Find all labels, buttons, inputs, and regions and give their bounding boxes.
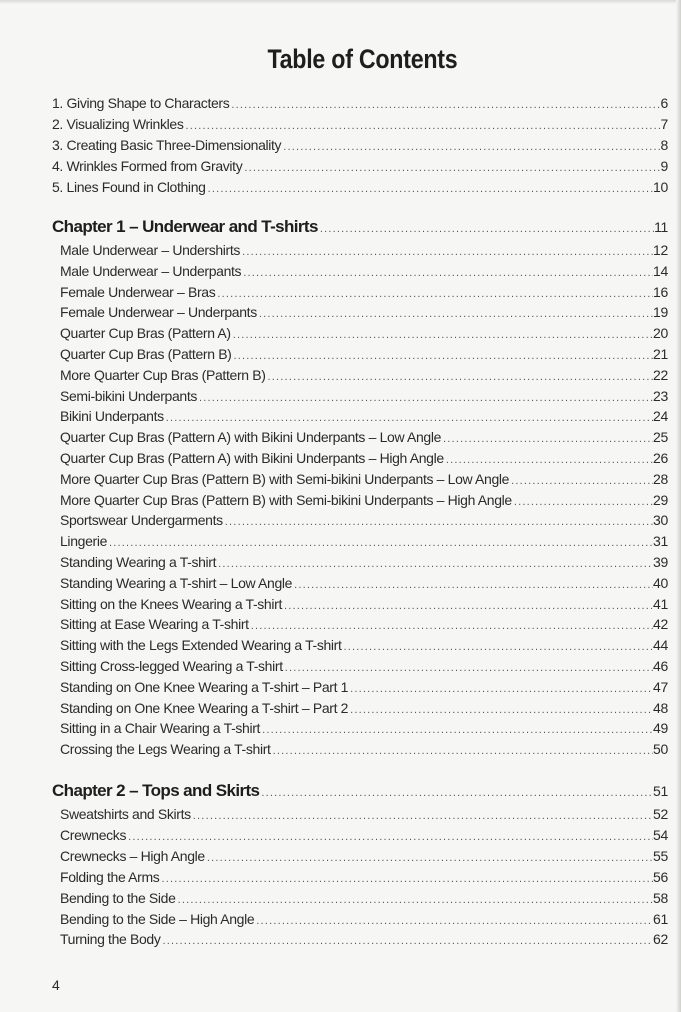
toc-page-number: 55 [653, 847, 668, 864]
toc-leader-dots [266, 371, 653, 383]
toc-page-number: 25 [653, 429, 668, 446]
toc-label: 1. Giving Shape to Characters [52, 95, 230, 111]
toc-label: Crossing the Legs Wearing a T-shirt [60, 741, 271, 758]
toc-label: Folding the Arms [60, 868, 160, 885]
toc-leader-dots [159, 873, 653, 885]
toc-label: Male Underwear – Undershirts [60, 242, 241, 258]
toc-page-number: 30 [653, 512, 668, 529]
toc-page-number: 23 [653, 387, 668, 404]
toc-entry [60, 512, 668, 532]
toc-page-number: 16 [653, 283, 668, 300]
toc-entry [60, 492, 668, 512]
toc-label: Sportswear Undergarments [60, 512, 223, 529]
toc-label: 5. Lines Found in Clothing [52, 178, 206, 195]
toc-label: Bending to the Side – High Angle [60, 910, 255, 927]
toc-label: Bending to the Side [60, 889, 176, 906]
toc-leader-dots [176, 894, 653, 906]
toc-leader-dots [229, 99, 660, 111]
toc-entry [60, 284, 668, 304]
toc-entry [60, 471, 668, 491]
toc-label: Sitting at Ease Wearing a T-shirt [60, 616, 249, 633]
toc-leader-dots [441, 433, 653, 445]
toc-leader-dots [161, 935, 654, 947]
toc-entry [60, 575, 668, 595]
toc-entry [60, 911, 668, 931]
toc-page-number: 40 [653, 574, 668, 591]
toc-label: Standing on One Knee Wearing a T-shirt – Part 1 [60, 678, 349, 695]
toc-page-number: 61 [653, 910, 668, 927]
toc-entry [60, 658, 668, 678]
toc-leader-dots [164, 412, 653, 424]
toc-page-number: 44 [653, 637, 668, 654]
toc-page-number: 24 [653, 408, 668, 425]
toc-label: Quarter Cup Bras (Pattern A) with Bikini Underpants – Low Angle [60, 429, 442, 446]
toc-leader-dots [342, 641, 654, 653]
toc-label: Male Underwear – Underpants [60, 262, 242, 279]
toc-entry [60, 450, 668, 470]
toc-leader-dots [205, 852, 653, 864]
toc-entry [60, 637, 668, 657]
toc-entry [60, 720, 668, 740]
toc-leader-dots [282, 600, 653, 612]
toc-entry [60, 869, 668, 889]
toc-leader-dots [260, 724, 653, 736]
toc-leader-dots [259, 787, 653, 799]
toc-chapter-heading [52, 781, 668, 805]
toc-entry [60, 242, 668, 262]
toc-label: More Quarter Cup Bras (Pattern B) [60, 366, 266, 383]
toc-entry [60, 408, 668, 428]
toc-entry [60, 931, 668, 951]
toc-leader-dots [231, 329, 653, 341]
toc-label: Standing on One Knee Wearing a T-shirt – Part 2 [60, 699, 349, 716]
toc-leader-dots [348, 683, 653, 695]
toc-page-number: 12 [653, 242, 668, 258]
toc-label: 2. Visualizing Wrinkles [52, 115, 184, 132]
toc-page-number: 39 [653, 554, 668, 570]
toc-leader-dots [271, 745, 653, 757]
toc-leader-dots [216, 558, 653, 570]
toc-label: Chapter 2 – Tops and Skirts [52, 781, 260, 800]
toc-label: Sitting with the Legs Extended Wearing a T-shirt [60, 637, 342, 654]
toc-entry [60, 700, 668, 720]
toc-intro-item [52, 158, 668, 178]
toc-entry [60, 304, 668, 324]
toc-leader-dots [257, 308, 653, 320]
toc-entry [60, 890, 668, 910]
toc-page-number: 28 [653, 470, 668, 487]
toc-label: Sitting Cross-legged Wearing a T-shirt [60, 658, 283, 674]
toc-entry [60, 325, 668, 345]
toc-leader-dots [348, 704, 653, 716]
toc-page-number: 29 [653, 491, 668, 508]
toc-leader-dots [241, 267, 653, 279]
toc-label: Quarter Cup Bras (Pattern A) [60, 325, 231, 342]
toc-entry [60, 388, 668, 408]
toc-label: Quarter Cup Bras (Pattern A) with Bikini Underpants – High Angle [60, 450, 444, 466]
toc-entry [60, 616, 668, 636]
toc-leader-dots [249, 620, 653, 632]
toc-leader-dots [512, 496, 653, 508]
toc-label: 3. Creating Basic Three-Dimensionality [52, 136, 282, 153]
toc-page-number: 58 [653, 889, 668, 906]
toc-page-number: 62 [653, 931, 668, 948]
toc-entry [60, 346, 668, 366]
toc-leader-dots [197, 392, 653, 404]
toc-label: Sitting in a Chair Wearing a T-shirt [60, 720, 261, 737]
toc-label: 4. Wrinkles Formed from Gravity [52, 157, 243, 174]
toc-leader-dots [509, 475, 653, 487]
toc-entry [60, 806, 668, 826]
toc-page-number: 52 [653, 806, 668, 822]
toc-label: Standing Wearing a T-shirt [60, 554, 217, 570]
toc-leader-dots [126, 831, 653, 843]
toc-leader-dots [240, 246, 653, 258]
toc-entry [60, 554, 668, 574]
toc-leader-dots [206, 183, 653, 195]
toc-entry [60, 741, 668, 761]
toc-label: Quarter Cup Bras (Pattern B) [60, 346, 232, 362]
toc-label: Female Underwear – Bras [60, 283, 216, 300]
toc-page-number: 54 [653, 826, 668, 843]
toc-page-number: 50 [653, 741, 668, 758]
toc-label: Semi-bikini Underpants [60, 387, 198, 404]
toc-page-number: 46 [653, 658, 668, 674]
toc-leader-dots [292, 579, 653, 591]
toc-intro-item [52, 95, 668, 115]
toc-page-number: 49 [653, 720, 668, 737]
toc-leader-dots [281, 141, 660, 153]
toc-page-number: 42 [653, 616, 668, 633]
toc-leader-dots [444, 454, 653, 466]
toc-page-number: 8 [660, 136, 668, 153]
toc-page-number: 9 [660, 157, 668, 174]
toc-page-number: 48 [653, 699, 668, 716]
toc-entry [60, 679, 668, 699]
toc-entry [60, 367, 668, 387]
toc-leader-dots [283, 662, 653, 674]
toc-label: Bikini Underpants [60, 408, 164, 425]
toc-intro-item [52, 179, 668, 199]
toc-leader-dots [223, 516, 653, 528]
toc-leader-dots [107, 537, 653, 549]
toc-page-number: 19 [653, 304, 668, 321]
toc-chapter-heading [52, 217, 668, 241]
toc-label: Lingerie [60, 533, 108, 550]
toc-leader-dots [242, 162, 660, 174]
toc-entry [60, 533, 668, 553]
toc-leader-dots [191, 810, 653, 822]
toc-label: Sweatshirts and Skirts [60, 806, 191, 822]
toc-page-number: 47 [653, 678, 668, 695]
toc-intro-item [52, 137, 668, 157]
toc-entry [60, 263, 668, 283]
toc-intro-item [52, 116, 668, 136]
toc-leader-dots [232, 350, 654, 362]
toc-page-number: 21 [653, 346, 668, 362]
toc-label: Standing Wearing a T-shirt – Low Angle [60, 574, 293, 591]
toc-label: More Quarter Cup Bras (Pattern B) with Semi-bikini Underpants – High Angle [60, 491, 512, 508]
toc-page-number: 41 [653, 595, 668, 612]
toc-page-number: 7 [660, 115, 668, 132]
toc-leader-dots [184, 120, 661, 132]
toc-page-number: 6 [660, 95, 668, 111]
toc-entry [60, 848, 668, 868]
toc-leader-dots [215, 288, 653, 300]
toc-label: Chapter 1 – Underwear and T-shirts [52, 217, 318, 236]
toc-leader-dots [318, 223, 654, 235]
toc-page-number: 26 [653, 450, 668, 466]
toc-leader-dots [254, 915, 653, 927]
toc-page-number: 56 [653, 868, 668, 885]
toc-label: Crewnecks [60, 826, 127, 843]
toc-page-number: 31 [653, 533, 668, 550]
toc-label: Sitting on the Knees Wearing a T-shirt [60, 595, 282, 612]
toc-entry [60, 827, 668, 847]
toc-label: Female Underwear – Underpants [60, 304, 257, 321]
toc-page-number: 10 [653, 178, 668, 195]
toc-page-number: 14 [653, 262, 668, 279]
toc-entry [60, 596, 668, 616]
toc-page-number: 51 [653, 783, 668, 799]
toc-label: More Quarter Cup Bras (Pattern B) with Semi-bikini Underpants – Low Angle [60, 470, 510, 487]
toc-page-number: 22 [653, 366, 668, 383]
toc-label: Turning the Body [60, 931, 161, 948]
page-number: 4 [52, 977, 60, 993]
toc-label: Crewnecks – High Angle [60, 847, 205, 864]
page-title: Table of Contents [267, 44, 458, 74]
toc-page-number: 20 [653, 325, 668, 342]
toc-page-number: 11 [654, 219, 668, 235]
toc-entry [60, 429, 668, 449]
